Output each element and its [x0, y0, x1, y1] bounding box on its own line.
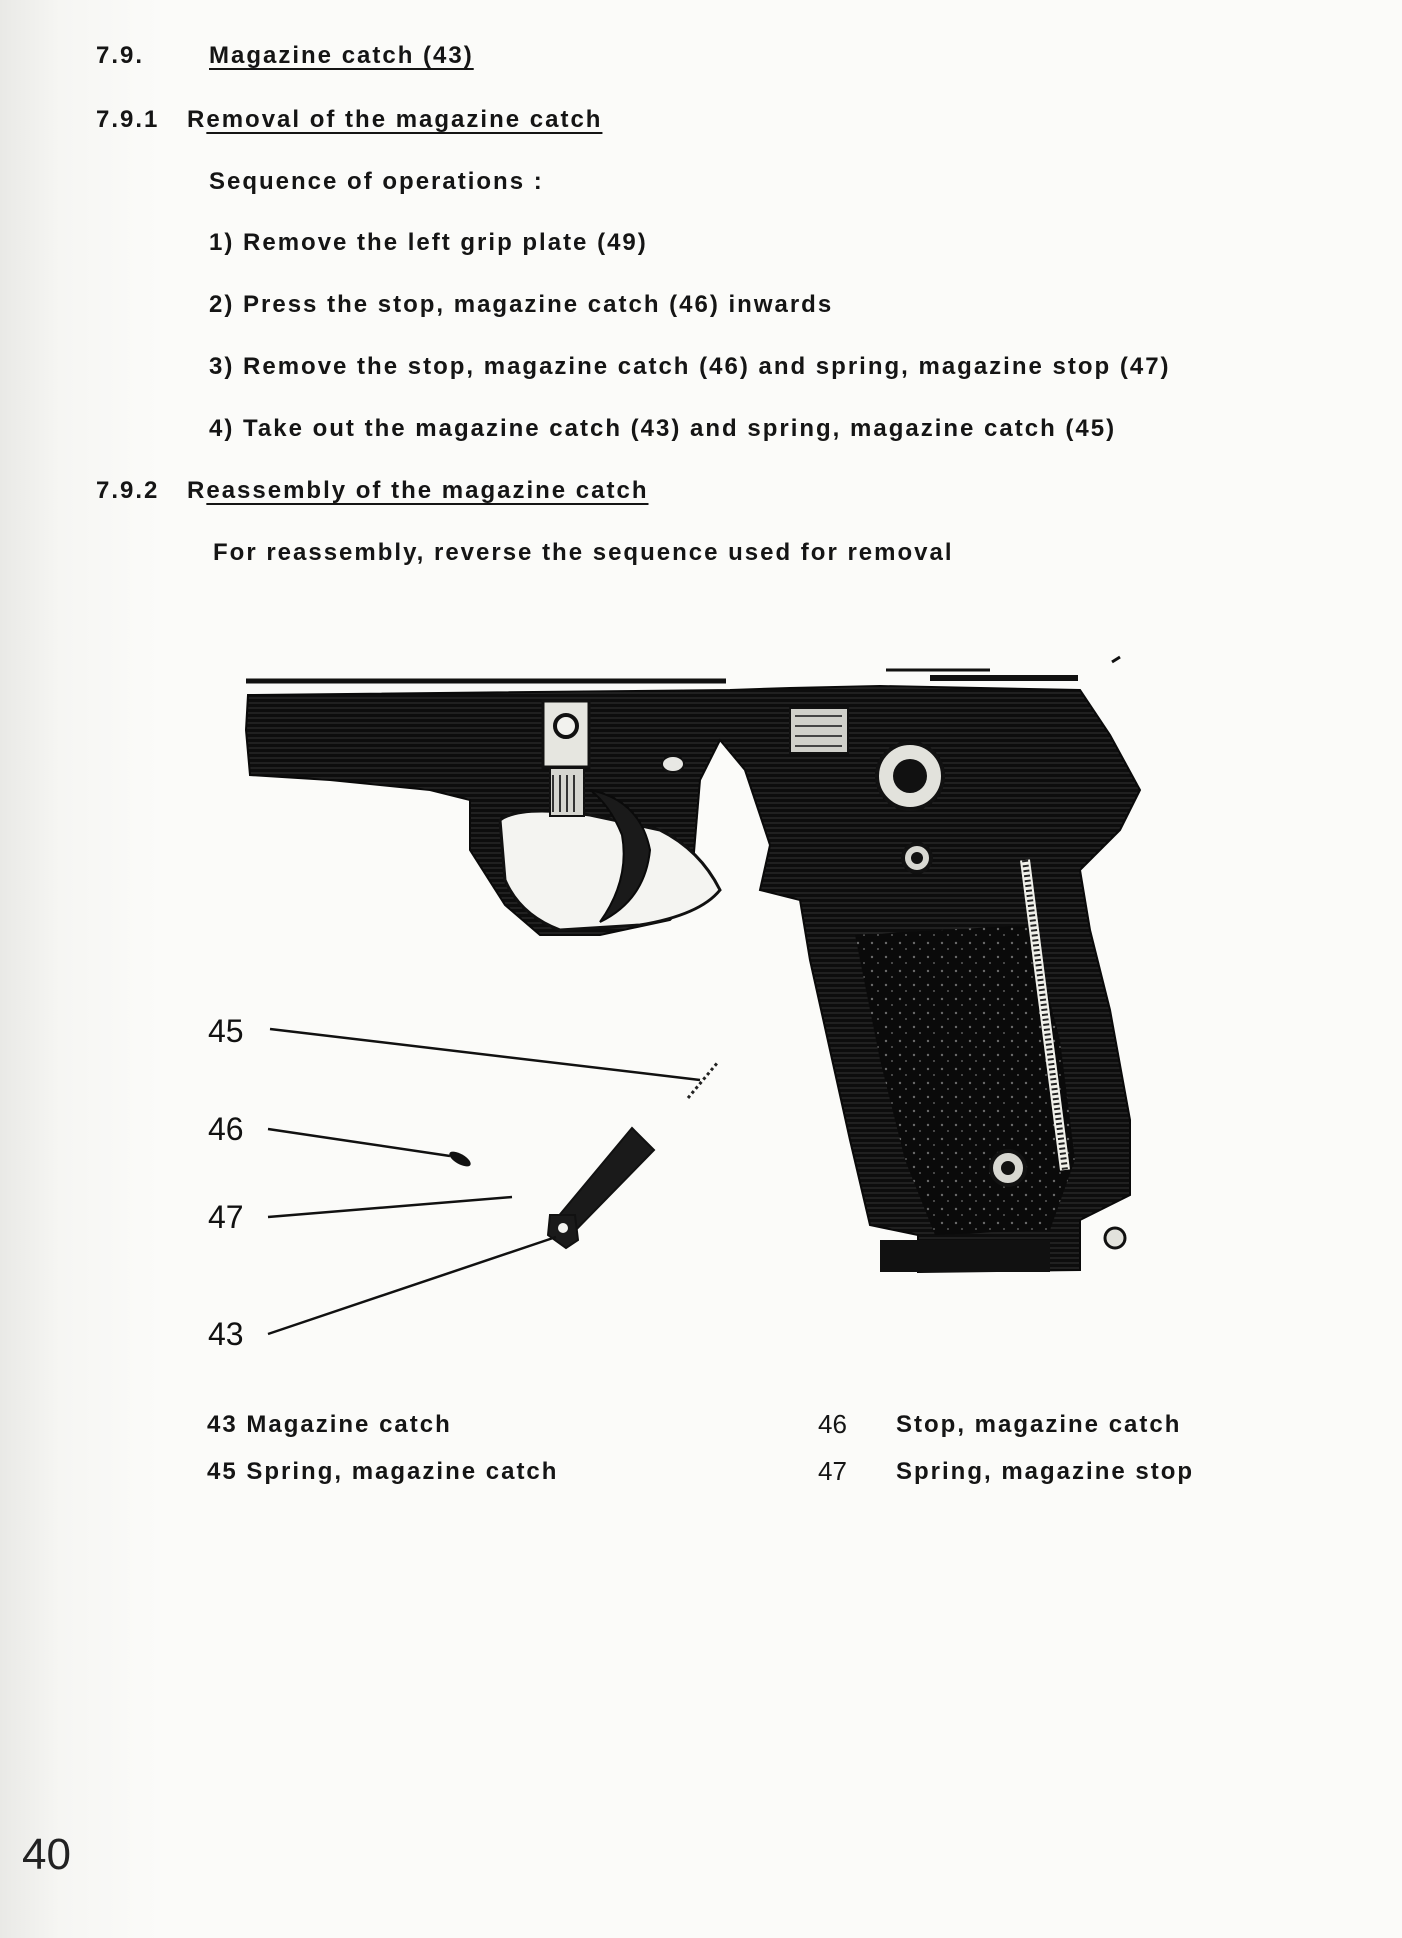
step-3-text: Remove the stop, magazine catch (46) and spring, magazine stop (47)	[243, 353, 1171, 380]
page-number: 40	[22, 1830, 71, 1879]
legend-item-43	[207, 1411, 452, 1439]
step-4-number: 4)	[209, 415, 235, 442]
step-3-number: 3)	[209, 353, 235, 380]
legend-item-45	[207, 1458, 558, 1486]
reassembly-title-rest: eassembly of the magazine catch	[206, 477, 649, 504]
subsection-reassembly-number: 7.9.2	[96, 477, 160, 504]
legend-number: 45	[207, 1458, 238, 1485]
callout-leader-lines	[268, 1029, 700, 1334]
stop-magazine-catch-part	[447, 1149, 473, 1170]
reassembly-text: For reassembly, reverse the sequence used for removal	[213, 539, 954, 566]
step-4-text: Take out the magazine catch (43) and spring, magazine catch (45)	[243, 415, 1117, 442]
section-title: Magazine catch (43)	[209, 42, 474, 69]
magazine-catch-part	[548, 1128, 654, 1248]
step-1-number: 1)	[209, 229, 235, 256]
removal-title-initial: R	[187, 106, 207, 133]
step-2-number: 2)	[209, 291, 235, 318]
pistol-frame	[246, 657, 1140, 1272]
removal-title-rest: emoval of the magazine catch	[206, 106, 603, 133]
leader-line-45	[270, 1029, 700, 1080]
legend-label: Spring, magazine catch	[246, 1458, 559, 1485]
reassembly-title-initial: R	[187, 477, 207, 504]
leader-line-43	[268, 1237, 556, 1334]
legend-label-47: Spring, magazine stop	[896, 1458, 1195, 1485]
callout-43: 43	[208, 1316, 244, 1352]
sequence-label: Sequence of operations :	[209, 168, 544, 195]
subsection-removal-number: 7.9.1	[96, 106, 160, 133]
leader-line-47	[268, 1197, 512, 1217]
step-1-text: Remove the left grip plate (49)	[243, 229, 648, 256]
legend-number-46: 46	[818, 1409, 847, 1439]
callout-46: 46	[208, 1111, 244, 1147]
step-2-text: Press the stop, magazine catch (46) inwards	[243, 291, 834, 318]
legend-number: 43	[207, 1411, 238, 1438]
callout-47: 47	[208, 1199, 244, 1235]
callout-45: 45	[208, 1013, 244, 1049]
section-number: 7.9.	[96, 42, 145, 69]
legend-label-46: Stop, magazine catch	[896, 1411, 1182, 1438]
legend-label: Magazine catch	[246, 1411, 452, 1438]
legend-number-47: 47	[818, 1456, 847, 1486]
leader-line-46	[268, 1129, 450, 1156]
